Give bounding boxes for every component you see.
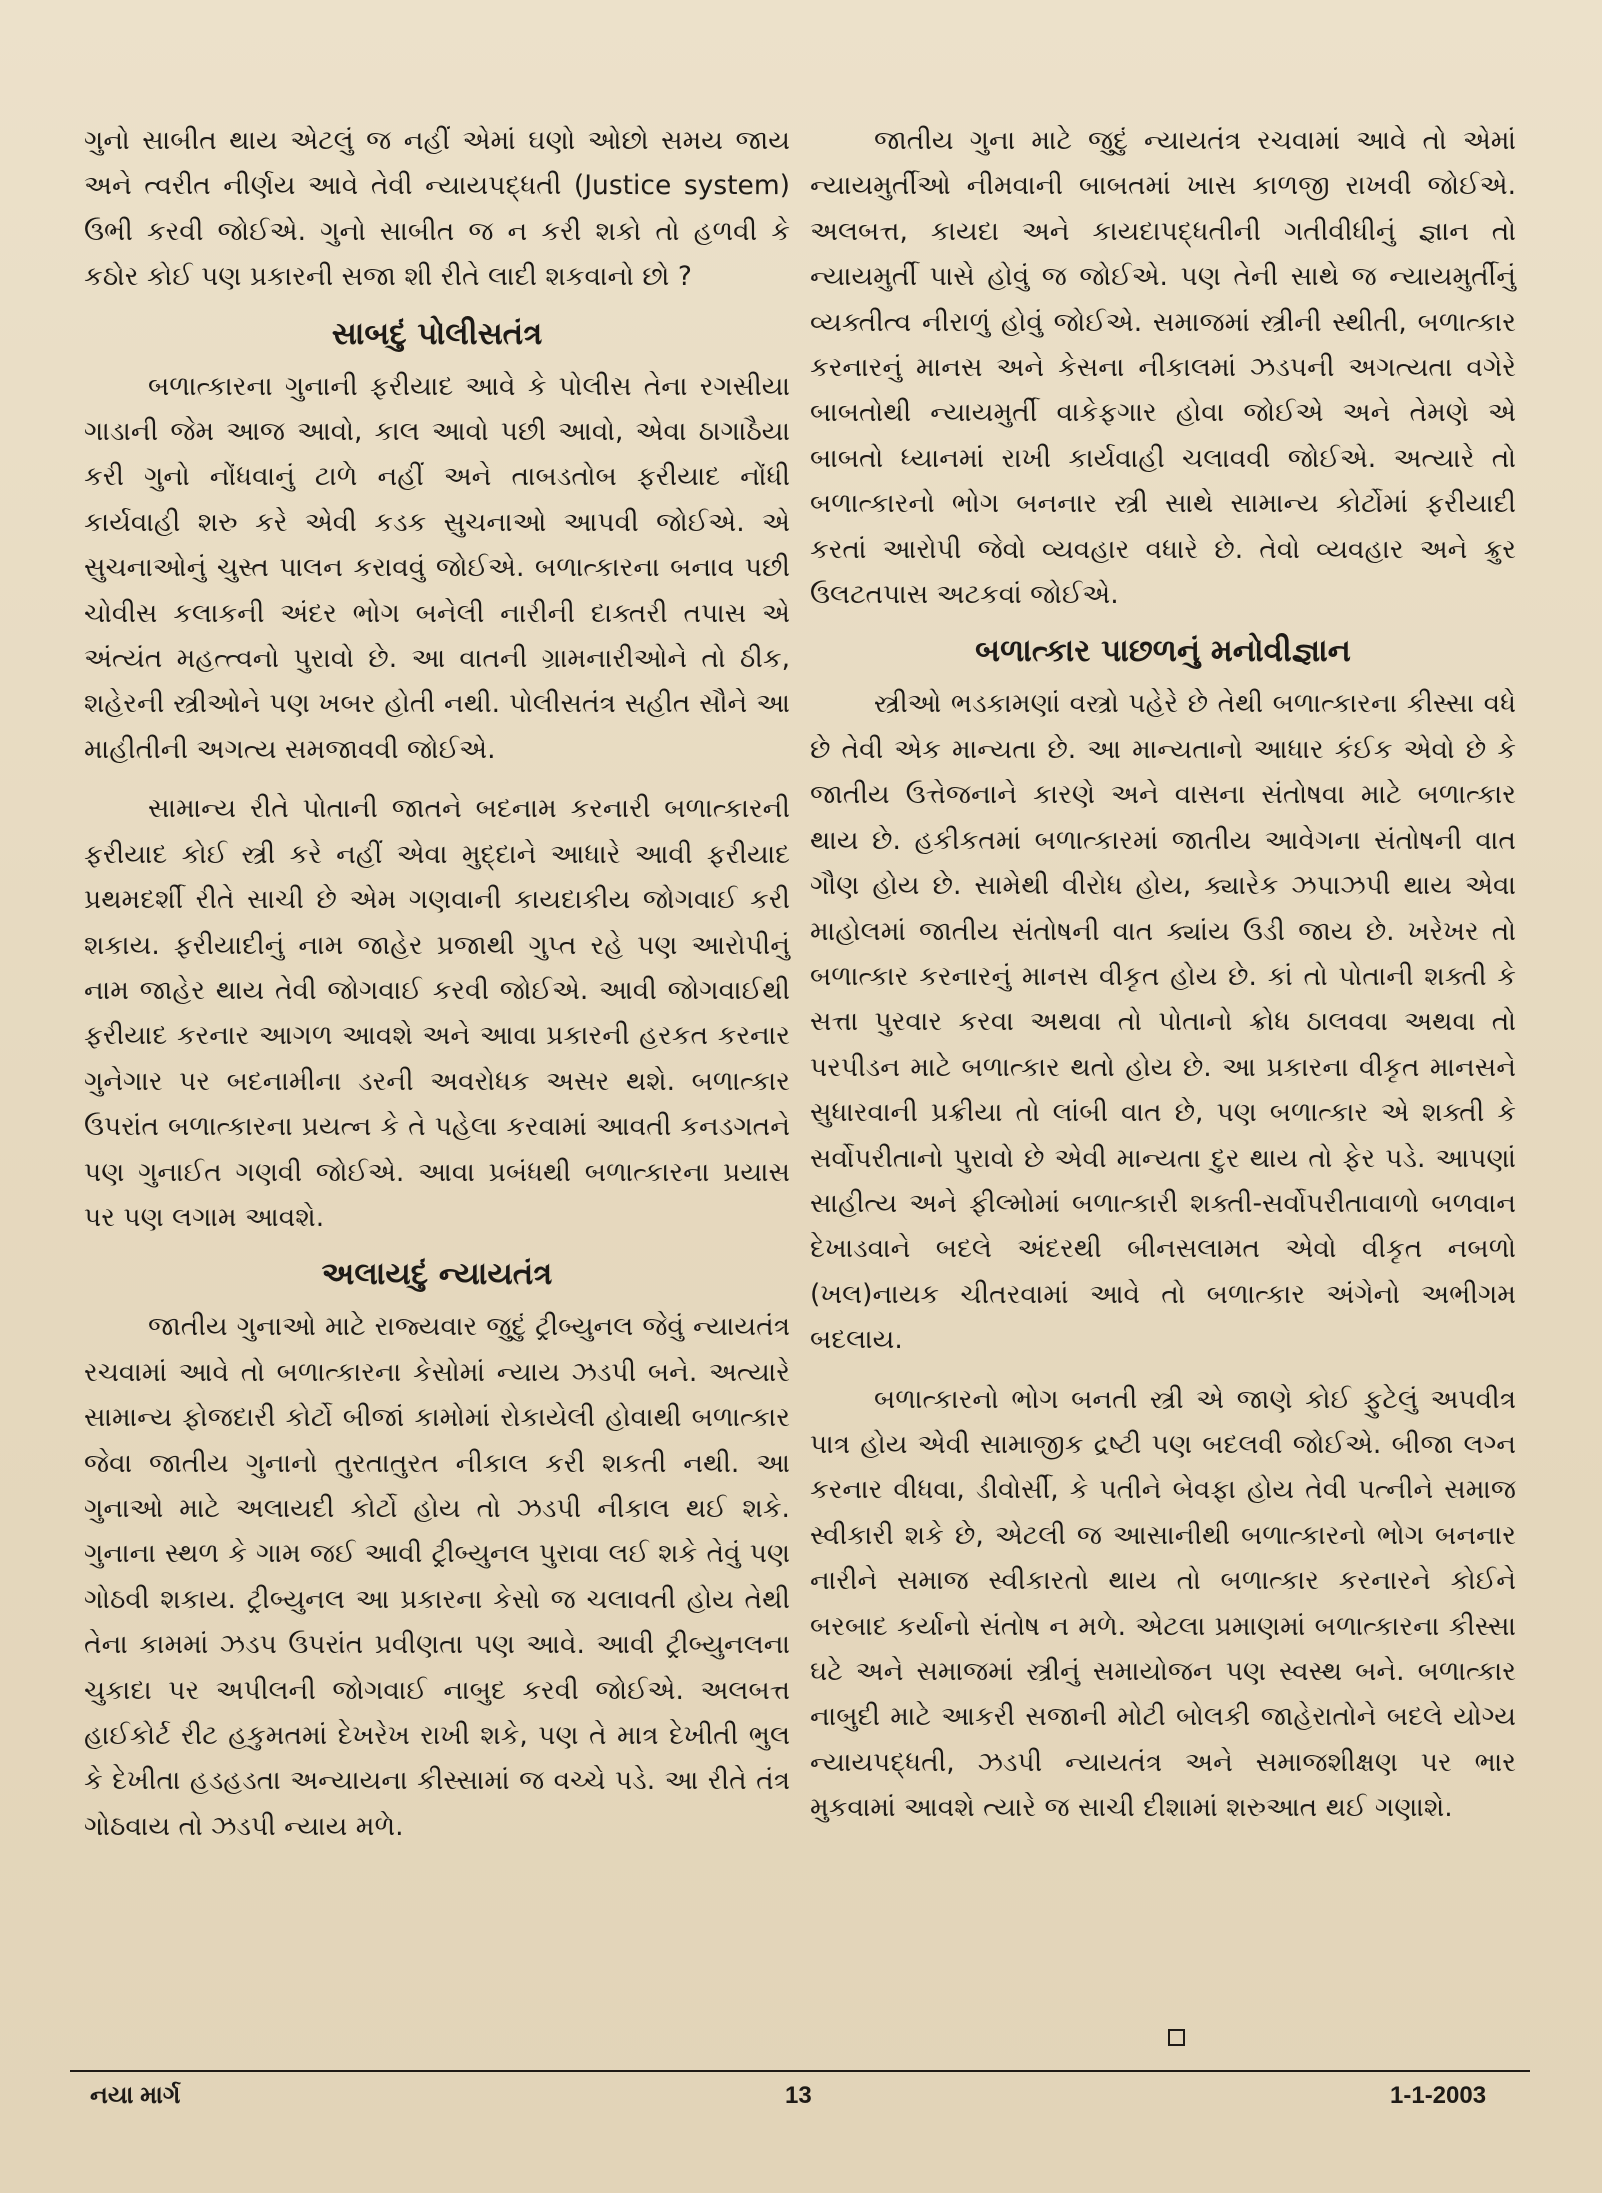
section-heading-separate-judiciary: અલાયદું ન્યાયતંત્ર <box>321 1256 553 1293</box>
right-paragraph-3: બળાત્કારનો ભોગ બનતી સ્ત્રી એ જાણે કોઈ ફુટેલું અપવીત્ર પાત્ર હોય એવી સામાજીક દ્રષ્ટી પણ બદલવી જોઈએ. બીજા લગ્ન કરનાર વીધવા, ડીવોર્સી, કે પતીને બેવફા હોય તેવી પત્નીને સમાજ સ્વીકારી શકે છે, એટલી જ આસાનીથી બળાત્કારનો ભોગ બનનાર નારીને સમાજ સ્વીકારતો થાય તો બળાત્કાર કરનારને કોઈને બરબાદ કર્યાનો સંતોષ ન મળે. એટલા પ્રમાણમાં બળાત્કારના કીસ્સા ઘટે અને સમાજમાં સ્ત્રીનું સમાયોજન પણ સ્વસ્થ બને. બળાત્કાર નાબુદી માટે આકરી સજાની મોટી બોલકી જાહેરાતોને બદલે યોગ્ય ન્યાયપદ્ધતી, ઝડપી ન્યાયતંત્ર અને સમાજશીક્ષણ પર ભાર મુકવામાં આવશે ત્યારે જ સાચી દીશામાં શરુઆત થઈ ગણાશે. <box>810 1383 1516 1824</box>
left-paragraph-4: જાતીય ગુનાઓ માટે રાજ્યવાર જુદું ટ્રીબ્યુનલ જેવું ન્યાયતંત્ર રચવામાં આવે તો બળાત્કારના કેસોમાં ન્યાય ઝડપી બને. અત્યારે સામાન્ય ફોજદારી કોર્ટો બીજાં કામોમાં રોકાયેલી હોવાથી બળાત્કાર જેવા જાતીય ગુનાનો તુરતાતુરત નીકાલ કરી શકતી નથી. આ ગુનાઓ માટે અલાયદી કોર્ટો હોય તો ઝડપી નીકાલ થઈ શકે. ગુનાના સ્થળ કે ગામ જઈ આવી ટ્રીબ્યુનલ પુરાવા લઈ શકે તેવું પણ ગોઠવી શકાય. ટ્રીબ્યુનલ આ પ્રકારના કેસો જ ચલાવતી હોય તેથી તેના કામમાં ઝડપ ઉપરાંત પ્રવીણતા પણ આવે. આવી ટ્રીબ્યુનલના ચુકાદા પર અપીલની જોગવાઈ નાબુદ કરવી જોઈએ. અલબત્ત હાઈકોર્ટ રીટ હકુમતમાં દેખરેખ રાખી શકે, પણ તે માત્ર દેખીતી ભુલ કે દેખીતા હડહડતા અન્યાયના કીસ્સામાં જ વચ્ચે પડે. આ રીતે તંત્ર ગોઠવાય તો ઝડપી ન્યાય મળે. <box>84 1311 790 1842</box>
footer-publication-name: નયા માર્ગ <box>90 2082 181 2109</box>
right-paragraph-1: જાતીય ગુના માટે જુદું ન્યાયતંત્ર રચવામાં આવે તો એમાં ન્યાયમુર્તીઓ નીમવાની બાબતમાં ખાસ કાળજી રાખવી જોઈએ. અલબત્ત, કાયદા અને કાયદાપદ્ધતીની ગતીવીધીનું જ્ઞાન તો ન્યાયમુર્તી પાસે હોવું જ જોઈએ. પણ તેની સાથે જ ન્યાયમુર્તીનું વ્યક્તીત્વ નીરાળું હોવું જોઈએ. સમાજમાં સ્ત્રીની સ્થીતી, બળાત્કાર કરનારનું માનસ અને કેસના નીકાલમાં ઝડપની અગત્યતા વગેરે બાબતોથી ન્યાયમુર્તી વાકેફગાર હોવા જોઈએ અને તેમણે એ બાબતો ધ્યાનમાં રાખી કાર્યવાહી ચલાવવી જોઈએ. અત્યારે તો બળાત્કારનો ભોગ બનનાર સ્ત્રી સાથે સામાન્ય કોર્ટોમાં ફરીયાદી કરતાં આરોપી જેવો વ્યવહાર વધારે છે. તેવો વ્યવહાર અને ક્રુર ઉલટતપાસ અટકવાં જોઈએ. <box>810 125 1516 611</box>
left-paragraph-2: બળાત્કારના ગુનાની ફરીયાદ આવે કે પોલીસ તેના રગસીયા ગાડાની જેમ આજ આવો, કાલ આવો પછી આવો, એવા ઠાગાઠૈયા કરી ગુનો નોંધવાનું ટાળે નહીં અને તાબડતોબ ફરીયાદ નોંધી કાર્યવાહી શરુ કરે એવી કડક સુચનાઓ આપવી જોઈએ. એ સુચનાઓનું ચુસ્ત પાલન કરાવવું જોઈએ. બળાત્કારના બનાવ પછી ચોવીસ કલાકની અંદર ભોગ બનેલી નારીની દાક્તરી તપાસ એ અંત્યંત મહત્ત્વનો પુરાવો છે. આ વાતની ગ્રામનારીઓને તો ઠીક, શહેરની સ્ત્રીઓને પણ ખબર હોતી નથી. પોલીસતંત્ર સહીત સૌને આ માહીતીની અગત્ય સમજાવવી જોઈએ. <box>84 370 790 765</box>
right-paragraph-2: સ્ત્રીઓ ભડકામણાં વસ્ત્રો પહેરે છે તેથી બળાત્કારના કીસ્સા વધે છે તેવી એક માન્યતા છે. આ માન્યતાનો આધાર કંઈક એવો છે કે જાતીય ઉત્તેજનાને કારણે અને વાસના સંતોષવા માટે બળાત્કાર થાય છે. હકીકતમાં બળાત્કારમાં જાતીય આવેગના સંતોષની વાત ગૌણ હોય છે. સામેથી વીરોધ હોય, ક્યારેક ઝપાઝપી થાય એવા માહોલમાં જાતીય સંતોષની વાત ક્યાંય ઉડી જાય છે. ખરેખર તો બળાત્કાર કરનારનું માનસ વીકૃત હોય છે. કાં તો પોતાની શક્તી કે સત્તા પુરવાર કરવા અથવા તો પોતાનો ક્રોધ ઠાલવવા અથવા તો પરપીડન માટે બળાત્કાર થતો હોય છે. આ પ્રકારના વીકૃત માનસને સુધારવાની પ્રક્રીયા તો લાંબી વાત છે, પણ બળાત્કાર એ શક્તી કે સર્વોપરીતાનો પુરાવો છે એવી માન્યતા દુર થાય તો ફેર પડે. આપણાં સાહીત્ય અને ફીલ્મોમાં બળાત્કારી શક્તી-સર્વોપરીતાવાળો બળવાન દેખાડવાને બદલે અંદરથી બીનસલામત એવો વીકૃત નબળો (ખલ)નાયક ચીતરવામાં આવે તો બળાત્કાર અંગેનો અભીગમ બદલાય. <box>810 688 1516 1356</box>
article-end-square-icon <box>1168 2029 1185 2046</box>
left-column <box>84 118 790 1849</box>
right-column <box>810 118 1516 1831</box>
footer-divider <box>70 2070 1530 2072</box>
footer-date: 1-1-2003 <box>1390 2082 1487 2109</box>
footer-page-number: 13 <box>785 2082 812 2109</box>
section-heading-psychology: બળાત્કાર પાછળનું મનોવીજ્ઞાન <box>975 633 1351 670</box>
section-heading-police: સાબદું પોલીસતંત્ર <box>331 315 543 352</box>
left-paragraph-1: ગુનો સાબીત થાય એટલું જ નહીં એમાં ઘણો ઓછો સમય જાય અને ત્વરીત નીર્ણય આવે તેવી ન્યાયપદ્ધતી (Justice system) ઉભી કરવી જોઈએ. ગુનો સાબીત જ ન કરી શકો તો હળવી કે કઠોર કોઈ પણ પ્રકારની સજા શી રીતે લાદી શકવાનો છો ? <box>84 125 790 293</box>
left-paragraph-3: સામાન્ય રીતે પોતાની જાતને બદનામ કરનારી બળાત્કારની ફરીયાદ કોઈ સ્ત્રી કરે નહીં એવા મુદ્દાને આધારે આવી ફરીયાદ પ્રથમદર્શી રીતે સાચી છે એમ ગણવાની કાયદાકીય જોગવાઈ કરી શકાય. ફરીયાદીનું નામ જાહેર પ્રજાથી ગુપ્ત રહે પણ આરોપીનું નામ જાહેર થાય તેવી જોગવાઈ કરવી જોઈએ. આવી જોગવાઈથી ફરીયાદ કરનાર આગળ આવશે અને આવા પ્રકારની હરકત કરનાર ગુનેગાર પર બદનામીના ડરની અવરોધક અસર થશે. બળાત્કાર ઉપરાંત બળાત્કારના પ્રયત્ન કે તે પહેલા કરવામાં આવતી કનડગતને પણ ગુનાઈત ગણવી જોઈએ. આવા પ્રબંધથી બળાત્કારના પ્રયાસ પર પણ લગામ આવશે. <box>84 793 790 1233</box>
